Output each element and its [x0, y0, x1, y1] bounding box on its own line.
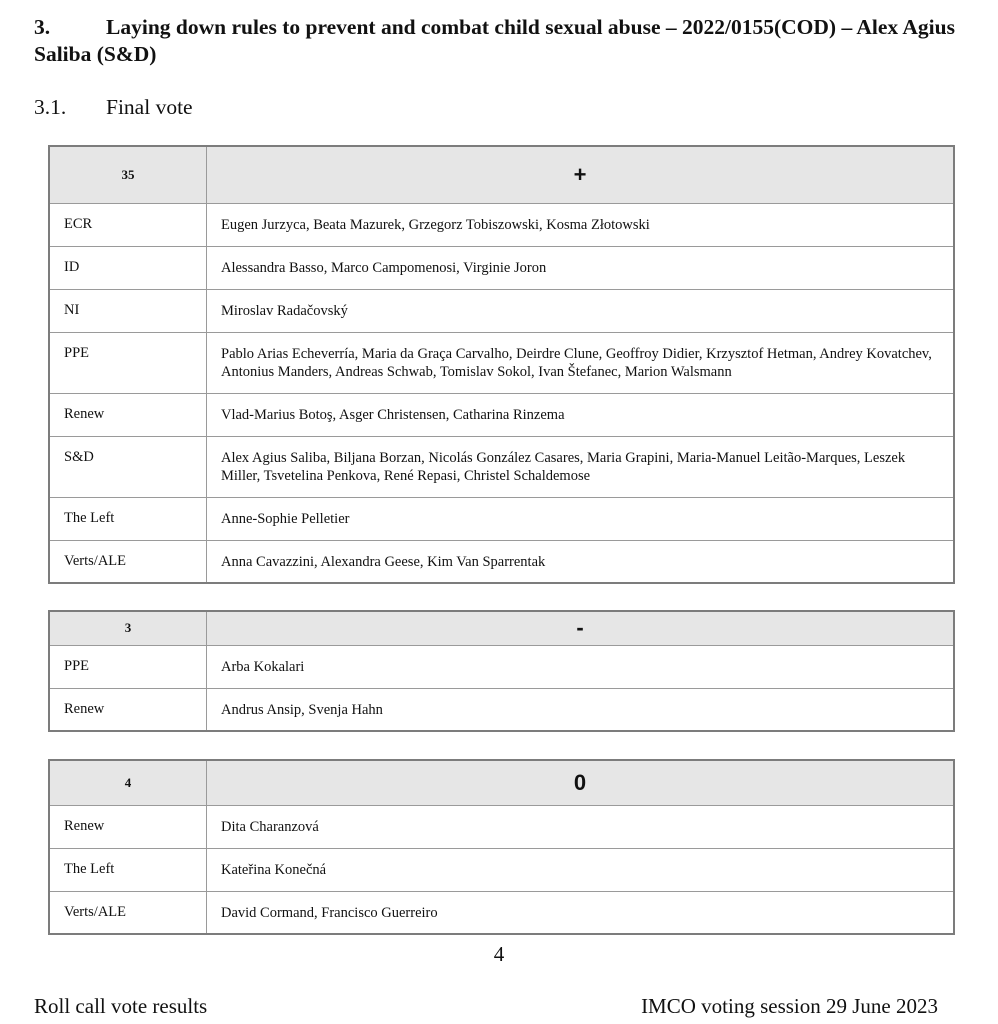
- group-cell: Renew: [49, 393, 207, 436]
- section-title: Laying down rules to prevent and combat child sexual abuse – 2022/0155(COD) – Alex Agius Saliba (S&D): [34, 15, 955, 66]
- names-cell: Miroslav Radačovský: [207, 289, 955, 332]
- vote-sign: +: [207, 146, 955, 203]
- table-row: [49, 436, 954, 497]
- table-row: [49, 203, 954, 246]
- names-cell: Kateřina Konečná: [207, 848, 955, 891]
- names-cell: Anna Cavazzini, Alexandra Geese, Kim Van Sparrentak: [207, 540, 955, 583]
- subsection-heading: [34, 94, 193, 120]
- group-cell: Renew: [49, 805, 207, 848]
- vote-count: 4: [49, 760, 207, 805]
- vote-table-abstain: [48, 759, 955, 935]
- group-cell: S&D: [49, 436, 207, 497]
- group-cell: Renew: [49, 688, 207, 731]
- vote-table-for: [48, 145, 955, 584]
- vote-sign: 0: [207, 760, 955, 805]
- table-row: [49, 246, 954, 289]
- names-cell: David Cormand, Francisco Guerreiro: [207, 891, 955, 934]
- names-cell: Dita Charanzová: [207, 805, 955, 848]
- table-header-row: [49, 760, 954, 805]
- group-cell: PPE: [49, 645, 207, 688]
- names-cell: Anne-Sophie Pelletier: [207, 497, 955, 540]
- group-cell: ECR: [49, 203, 207, 246]
- vote-count: 3: [49, 611, 207, 645]
- names-cell: Pablo Arias Echeverría, Maria da Graça Carvalho, Deirdre Clune, Geoffroy Didier, Krzysztof Hetman, Andrey Kovatchev, Antonius Manders, Andreas Schwab, Tomislav Sokol, Ivan Štefanec, Marion Walsmann: [207, 332, 955, 393]
- group-cell: PPE: [49, 332, 207, 393]
- names-cell: Eugen Jurzyca, Beata Mazurek, Grzegorz Tobiszowski, Kosma Złotowski: [207, 203, 955, 246]
- table-row: [49, 645, 954, 688]
- page-number: 4: [493, 942, 505, 966]
- group-cell: Verts/ALE: [49, 891, 207, 934]
- table-row: [49, 289, 954, 332]
- section-number: 3.: [34, 15, 51, 39]
- group-cell: The Left: [49, 497, 207, 540]
- group-cell: The Left: [49, 848, 207, 891]
- footer-right-text: IMCO voting session 29 June 2023: [641, 994, 938, 1018]
- table-row: [49, 393, 954, 436]
- section-heading: [34, 14, 964, 68]
- group-cell: Verts/ALE: [49, 540, 207, 583]
- table-row: [49, 891, 954, 934]
- table-row: [49, 805, 954, 848]
- table-row: [49, 497, 954, 540]
- table-row: [49, 332, 954, 393]
- group-cell: NI: [49, 289, 207, 332]
- table-header-row: [49, 146, 954, 203]
- vote-sign: -: [207, 611, 955, 645]
- subsection-number: 3.1.: [34, 95, 67, 119]
- vote-count: 35: [49, 146, 207, 203]
- group-cell: ID: [49, 246, 207, 289]
- table-row: [49, 848, 954, 891]
- table-header-row: [49, 611, 954, 645]
- names-cell: Arba Kokalari: [207, 645, 955, 688]
- subsection-title: Final vote: [106, 95, 193, 119]
- table-row: [49, 540, 954, 583]
- names-cell: Andrus Ansip, Svenja Hahn: [207, 688, 955, 731]
- names-cell: Vlad-Marius Botoş, Asger Christensen, Catharina Rinzema: [207, 393, 955, 436]
- vote-table-against: [48, 610, 955, 732]
- footer-left-text: Roll call vote results: [34, 994, 208, 1018]
- names-cell: Alex Agius Saliba, Biljana Borzan, Nicolás González Casares, Maria Grapini, Maria-Manuel Leitão-Marques, Leszek Miller, Tsvetelina Penkova, René Repasi, Christel Schaldemose: [207, 436, 955, 497]
- names-cell: Alessandra Basso, Marco Campomenosi, Virginie Joron: [207, 246, 955, 289]
- table-row: [49, 688, 954, 731]
